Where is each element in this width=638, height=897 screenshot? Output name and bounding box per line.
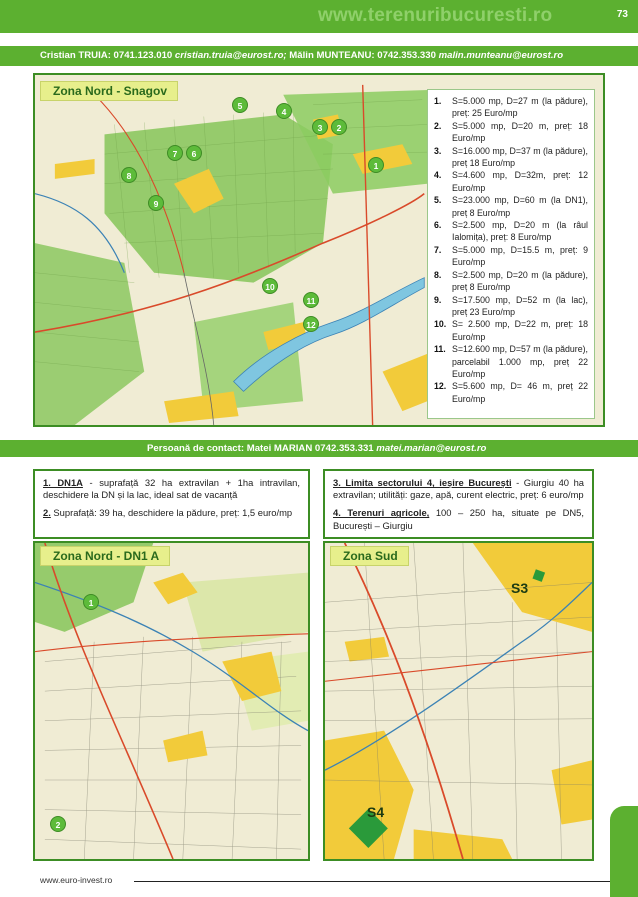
snagov-offers-list xyxy=(427,89,595,419)
snagov-zone-title: Zona Nord - Snagov xyxy=(40,81,178,101)
snagov-pin-2[interactable]: 2 xyxy=(331,119,347,135)
sud-zone-title: Zona Sud xyxy=(330,546,409,566)
snagov-pin-9[interactable]: 9 xyxy=(148,195,164,211)
footer-url[interactable]: www.euro-invest.ro xyxy=(40,875,113,885)
snagov-pin-6[interactable]: 6 xyxy=(186,145,202,161)
corner-tab xyxy=(610,806,638,897)
snagov-pin-8[interactable]: 8 xyxy=(121,167,137,183)
list-item: 5. S=23.000 mp, D=60 m (la DN1), preț 8 Euro/mp xyxy=(434,195,588,218)
sud-label-s3[interactable]: S3 xyxy=(511,580,529,596)
dn1a-pin-1[interactable]: 1 xyxy=(83,594,99,610)
sud-map-graphic xyxy=(325,543,592,859)
contact-person-label: Persoană de contact: xyxy=(147,443,245,454)
snagov-pin-1[interactable]: 1 xyxy=(368,157,384,173)
snagov-pin-12[interactable]: 12 xyxy=(303,316,319,332)
dn1a-item-2: 2. Suprafață: 39 ha, deschidere la pădure, preț: 1,5 euro/mp xyxy=(43,507,293,519)
dn1a-description xyxy=(33,469,310,539)
dn1a-pin-2[interactable]: 2 xyxy=(50,816,66,832)
list-item: 6. S=2.500 mp, D=20 m (la râul Ialomița), preț: 8 Euro/mp xyxy=(434,220,588,243)
snagov-pin-11[interactable]: 11 xyxy=(303,292,319,308)
snagov-pin-3[interactable]: 3 xyxy=(312,119,328,135)
contact-names-1: Cristian TRUIA: 0741.123.010 xyxy=(40,50,175,61)
list-item: 7. S=5.000 mp, D=15.5 m, preț: 9 Euro/mp xyxy=(434,244,588,268)
snagov-pin-4[interactable]: 4 xyxy=(276,103,292,119)
list-item: 9. S=17.500 mp, D=52 m (la lac), preț 23 Euro/mp xyxy=(434,294,588,317)
list-item: 10. S= 2.500 mp, D=22 m, preț: 18 Euro/mp xyxy=(434,319,588,342)
list-item: 8. S=2.500 mp, D=20 m (la pădure), preț 8 Euro/mp xyxy=(434,269,588,293)
contact-email-1[interactable]: cristian.truia@eurost.ro; xyxy=(174,50,287,61)
sud-item-3: 3. Limita sectorului 4, ieșire București - Giurgiu 40 ha extravilan; utilități: gaze, apă, curent electric, preț: 6 euro/mp xyxy=(333,477,585,501)
list-item: 4. S=4.600 mp, D=32m, preț: 12 Euro/mp xyxy=(434,170,588,193)
list-item: 3. S=16.000 mp, D=37 m (la pădure), preț 18 Euro/mp xyxy=(434,145,588,169)
contact-email-2[interactable]: malin.munteanu@eurost.ro xyxy=(438,50,564,61)
snagov-pin-7[interactable]: 7 xyxy=(167,145,183,161)
dn1a-item-1: 1. DN1A - suprafață 32 ha extravilan + 1ha intravilan, deschidere la DN și la lac, ideal sat de vacanță xyxy=(43,477,300,501)
dn1a-map-graphic xyxy=(35,543,308,859)
sud-item-4: 4. Terenuri agricole, 100 – 250 ha, situate pe DN5, București – Giurgiu xyxy=(333,507,585,531)
dn1a-zone-title: Zona Nord - DN1 A xyxy=(40,546,170,566)
page-number: 73 xyxy=(616,9,628,20)
snagov-pin-5[interactable]: 5 xyxy=(232,97,248,113)
sud-map xyxy=(323,541,594,861)
contact-person-name: Matei MARIAN 0742.353.331 xyxy=(244,443,377,454)
dn1a-map xyxy=(33,541,310,861)
list-item: 1. S=5.000 mp, D=27 m (la pădure), preț: 25 Euro/mp xyxy=(434,96,588,119)
header-bar xyxy=(0,0,638,33)
list-item: 11. S=12.600 mp, D=57 m (la pădure), parcelabil 1.000 mp, preț 22 Euro/mp xyxy=(434,344,588,379)
list-item: 12. S=5.600 mp, D= 46 m, preț 22 Euro/mp xyxy=(434,381,588,404)
contact-names-2: Mălin MUNTEANU: 0742.353.330 xyxy=(286,50,439,61)
site-title[interactable]: www.terenuribucuresti.ro xyxy=(318,5,553,26)
contact-person-email[interactable]: matei.marian@eurost.ro xyxy=(376,443,487,454)
footer-divider xyxy=(134,881,624,882)
sud-description xyxy=(323,469,594,539)
sud-label-s4[interactable]: S4 xyxy=(367,804,385,820)
list-item: 2. S=5.000 mp, D=20 m, preț: 18 Euro/mp xyxy=(434,120,588,144)
snagov-pin-10[interactable]: 10 xyxy=(262,278,278,294)
contacts-bar xyxy=(0,46,638,66)
contact-person-bar xyxy=(0,440,638,457)
